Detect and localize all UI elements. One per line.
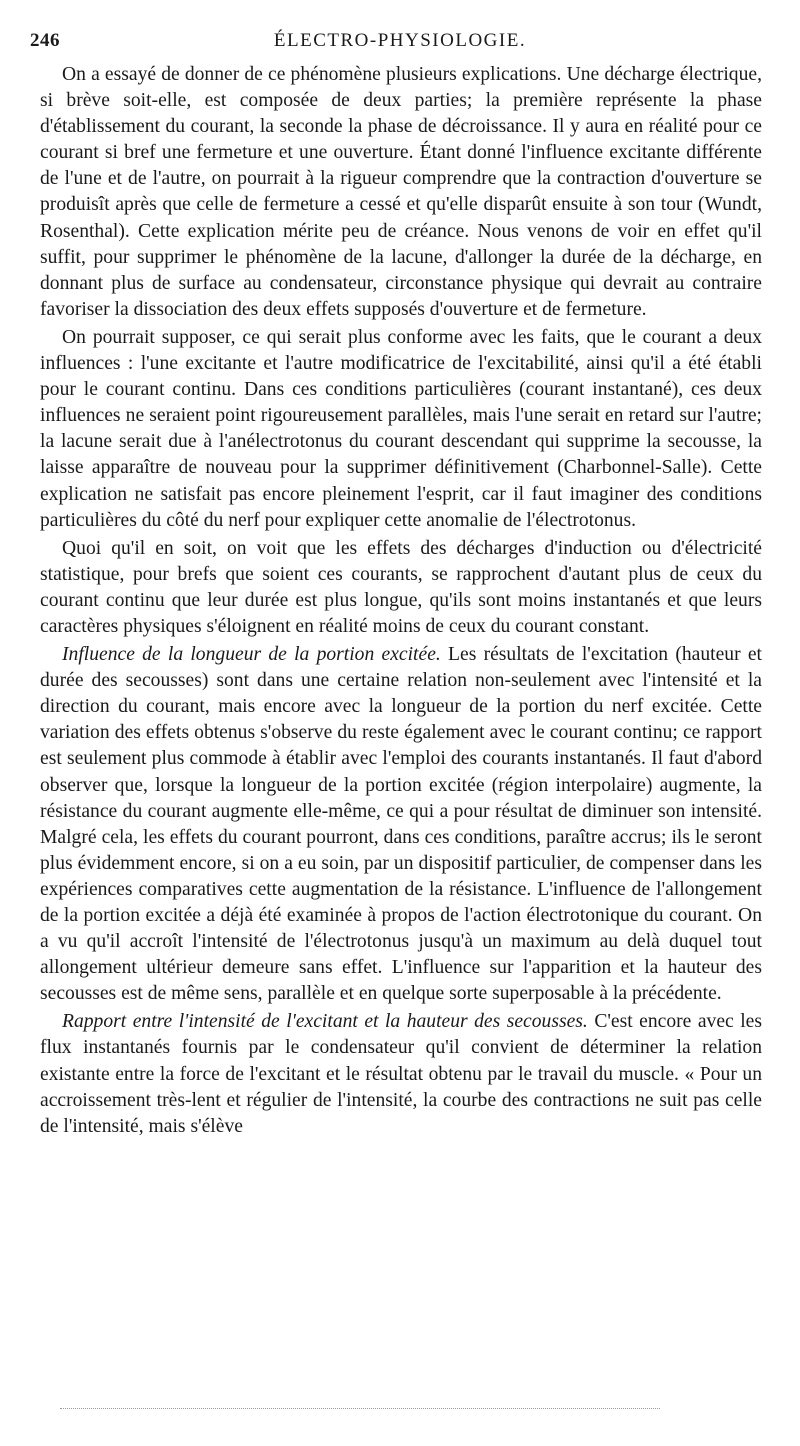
paragraph-lead: Influence de la longueur de la portion excitée.: [62, 644, 441, 666]
page-header: [30, 30, 770, 58]
paragraph-text: On pourrait supposer, ce qui serait plus conforme avec les faits, que le courant a deux influences : l'une excitante et l'autre modificatrice de l'excitabilité, ainsi qu'il a été établi pour le courant continu. Dans ces conditions particulières (courant instantané), ces deux influences ne seraient point rigoureusement parallèles, mais l'une serait en retard sur l'autre; la lacune serait due à l'anélectrotonus du courant descendant qui supprime la secousse, la laisse apparaître de nouveau pour la supprimer définitivement (Charbonnel-Salle). Cette explication ne satisfait pas encore pleinement l'esprit, car il faut imaginer des conditions particulières du côté du nerf pour expliquer cette anomalie de l'électrotonus.: [40, 326, 762, 531]
paragraph: [40, 1009, 762, 1139]
body-text: [40, 62, 762, 1142]
paragraph: [40, 642, 762, 1007]
running-title: ÉLECTRO-PHYSIOLOGIE.: [273, 30, 527, 51]
paragraph-text: Les résultats de l'excitation (hauteur et durée des secousses) sont dans une certaine relation non-seulement avec l'intensité et la direction du courant, mais encore avec la longueur de la portion du nerf excitée. Cette variation des effets obtenus s'observe du reste également avec le courant continu; ce rapport est seulement plus commode à établir avec l'emploi des courants instantanés. Il faut d'abord observer que, lorsque la longueur de la portion excitée (région interpolaire) augmente, la résistance du courant augmente elle-même, ce qui a pour résultat de diminuer son intensité. Malgré cela, les effets du courant pourront, dans ces conditions, paraître accrus; ils le seront plus évidemment encore, si on a eu soin, par un dispositif particulier, de compenser dans les expériences comparatives cette augmentation de la résistance. L'influence de l'allongement de la portion excitée a déjà été examinée à propos de l'action électrotonique du courant. On a vu qu'il accroît l'intensité de l'électrotonus jusqu'à un maximum au delà duquel tout allongement ultérieur demeure sans effet. L'influence sur l'apparition et la hauteur des secousses est de même sens, parallèle et en quelque sorte superposable à la précédente.: [40, 644, 762, 1005]
paragraph-text: Quoi qu'il en soit, on voit que les effets des décharges d'induction ou d'électricité statistique, pour brefs que soient ces courants, se rapprochent d'autant plus de ceux du courant continu que leur durée est plus longue, qu'ils sont moins instantanés et que leurs caractères physiques s'éloignent en réalité moins de ceux du courant constant.: [40, 537, 762, 637]
paragraph: [40, 62, 762, 323]
page-number: 246: [30, 30, 60, 51]
paragraph-text: C'est encore avec les flux instantanés fournis par le condensateur qu'il convient de déterminer la relation existante entre la force de l'excitant et le résultat obtenu par le travail du muscle. « Pour un accroissement très-lent et régulier de l'intensité, la courbe des contractions ne suit pas celle de l'intensité, mais s'élève: [40, 1011, 762, 1137]
paragraph-text: On a essayé de donner de ce phénomène plusieurs explications. Une décharge électrique, si brève soit-elle, est composée de deux parties; la première représente la phase d'établissement du courant, la seconde la phase de décroissance. Il y aura en réalité pour ce courant si bref une fermeture et une ouverture. Étant donné l'influence excitante différente de l'une et de l'autre, on pourrait à la rigueur comprendre que la contraction d'ouverture se produisît après que celle de fermeture a cessé et qu'elle disparût ensuite à son tour (Wundt, Rosenthal). Cette explication mérite peu de créance. Nous venons de voir en effet qu'il suffit, pour supprimer le phénomène de la lacune, d'allonger la durée de la décharge, en donnant plus de surface au condensateur, circonstance physique qui devrait au contraire favoriser la dissociation des deux effets supposés d'ouverture et de fermeture.: [40, 64, 762, 320]
paragraph: [40, 325, 762, 534]
footer-rule: [60, 1408, 660, 1409]
paragraph: [40, 536, 762, 640]
paragraph-lead: Rapport entre l'intensité de l'excitant et la hauteur des secousses.: [62, 1011, 588, 1033]
